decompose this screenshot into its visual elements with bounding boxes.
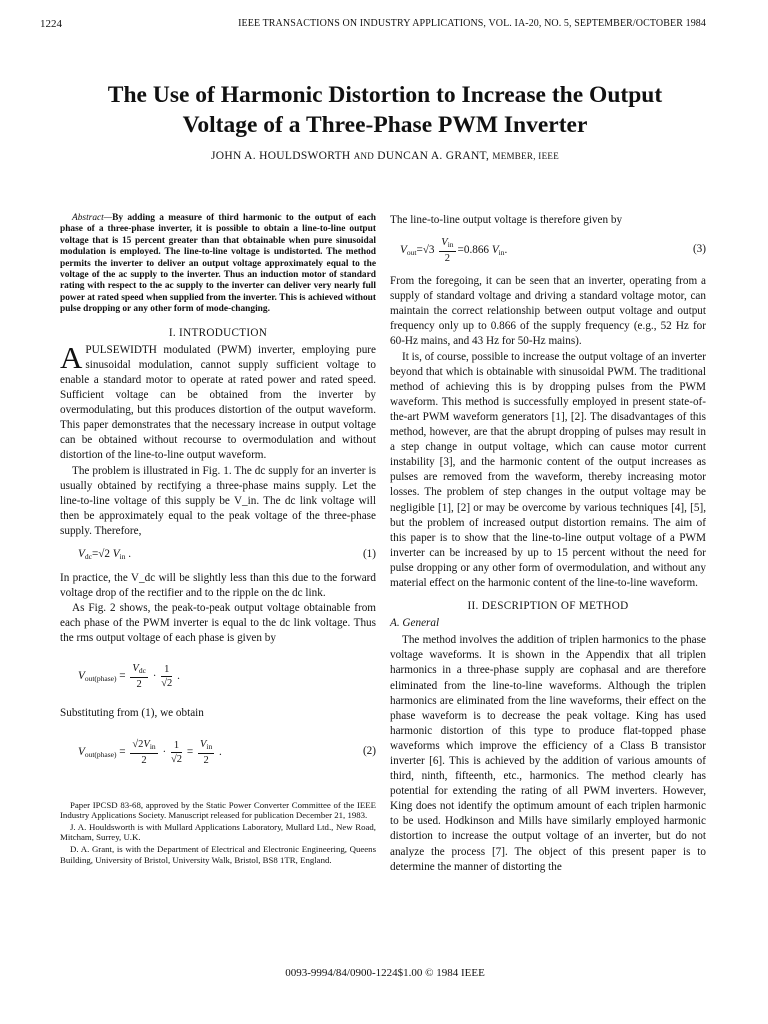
right-paragraph-4: The method involves the addition of triplen harmonics to the phase voltage waveforms. It is shown in the Appendix that all triplen harmonics in a three-phase supply are cophasal and are therefore eliminated from the line-to-line waveforms. Although the triplen harmonics are eliminated from the line waveforms, their effect on the phase waveform is to decrease the peak voltage. King has used harmonic distortion of this type to produce flat-topped phase waveforms which improve the efficiency of a Class B transistor inverter [6]. This is achieved by the addition of various amounts of third, ninth, fifteenth, etc., harmonics. The method clearly has potential for extending the rating of all PWM inverters. However, King does not identify the optimum amount of each triplen harmonic to be used. Hodkinson and Mills have similarly employed harmonic distortion to increase the output voltage of an inverter, but do not analyze the process [7]. The object of this present paper is to determine the manner of distorting the [390,634,706,873]
title-line-2: Voltage of a Three-Phase PWM Inverter [182,112,588,138]
intro-paragraph-3: In practice, the V_dc will be slightly less than this due to the forward voltage drop of the rectifier and to the ripple on the dc link. [60,571,376,600]
abstract [60,213,376,316]
intro-paragraph-4: As Fig. 2 shows, the peak-to-peak output voltage obtainable from each phase of the PWM inverter is equal to the dc link voltage. Thus the rms output voltage of each phase is given by [60,602,376,645]
right-paragraph-1: The line-to-line output voltage is therefore given by [390,214,623,226]
abstract-text: By adding a measure of third harmonic to the output of each phase of a three-phase inverter, it is possible to obtain a line-to-line output voltage that is 15 percent greater than that obtainable when pure sinusoidal modulation is employed. The line-to-line voltage is undistorted. The method permits the inverter to deliver an output voltage approximately equal to the voltage of the ac supply to the inverter. Thus an induction motor of standard rating with respect to the ac supply to the inverter can deliver very nearly full power at rated speed when supplied from the inverter. This is achieved without pulse dropping or any other form of mode-changing. [60,213,376,315]
copyright-footer: 0093-9994/84/0900-1224$1.00 © 1984 IEEE [285,967,485,979]
equation-3: $V_{out}=√3$ $\frac{V_{in}}{2}$ =0.866 $V_{in}$. (3) [400,237,706,265]
author-2: DUNCAN A. GRANT, [377,150,490,162]
equation-number-1: (1) [362,547,376,560]
footnote-3: D. A. Grant, is with the Department of Electrical and Electronic Engineering, Queens Building, University of Bristol, University Walk, Bristol, BS8 1TR, England. [60,843,376,865]
paper-title [40,80,730,140]
footnote-2: J. A. Houldsworth is with Mullard Applications Laboratory, Mullard Ltd., New Road, Mitcham, Surrey, U.K. [60,821,376,843]
right-paragraph-2: From the foregoing, it can be seen that an inverter, operating from a supply of standard voltage and driving a standard voltage motor, can maintain the correct relationship between output voltage and output frequency only up to 0.866 of the supply frequency (e.g., 52 Hz for 60-Hz mains, and 43 Hz for 50-Hz mains). [390,275,706,348]
equation-number-3: (3) [692,243,706,256]
author-line [40,150,730,162]
intro-paragraph-1: APULSEWIDTH modulated (PWM) inverter, employing pure sinusoidal modulation, cannot supply sufficient voltage to enable a standard motor to operate at rated power and rated speed. Sufficient voltage can be obtained from the inverter by overmodulating, but this produces distortion of the output waveform. This paper demonstrates that the necessary increase in output voltage can be obtained without recourse to overmodulation and without distortion of the line-to-line output waveform. [60,339,376,462]
left-column [60,213,376,866]
author-conjunction: AND [353,151,375,161]
right-column [390,213,706,875]
subsection-heading-general: A. General [390,617,440,630]
journal-citation: IEEE TRANSACTIONS ON INDUSTRY APPLICATIONS, VOL. IA-20, NO. 5, SEPTEMBER/OCTOBER 1984 [238,18,706,29]
equation-number-2: (2) [362,744,376,757]
footnotes [60,800,376,866]
equation-1: $V_{dc}=√2$ $V_{in}$ . (1) [78,547,376,561]
author-membership: MEMBER, IEEE [492,151,559,161]
drop-cap: A [60,339,83,375]
intro-paragraph-2: The problem is illustrated in Fig. 1. The dc supply for an inverter is usually obtained by rectifying a three-phase mains supply. Let the line-to-line voltage of this supply be V_in. The dc link voltage will then be approximately equal to the peak voltage of the three-phase supply. Therefore, [60,464,376,537]
equation-vout-phase: $V_{out(phase)}$ = $\frac{V_{dc}}{2}$ · $\frac{1}{√2}$ . [78,663,180,691]
page-number: 1224 [40,18,62,30]
abstract-lead: Abstract— [72,213,113,223]
equation-2: $V_{out(phase)}$ = $\frac{√2V_{in}}{2}$ · $\frac{1}{√2}$ = $\frac{V_{in}}{2}$ . (2) [78,738,376,766]
title-line-1: The Use of Harmonic Distortion to Increase the Output [107,82,663,108]
section-heading-method: II. DESCRIPTION OF METHOD [467,600,629,613]
author-1: JOHN A. HOULDSWORTH [211,150,351,162]
footnote-1: Paper IPCSD 83-68, approved by the Static Power Converter Committee of the IEEE Industry Applications Society. Manuscript released for publication December 21, 1983. [60,799,376,821]
right-paragraph-3: It is, of course, possible to increase the output voltage of an inverter beyond that which is obtainable with sinusoidal PWM. The traditional method of achieving this is by dropping pulses from the PWM waveform. This method is successfully employed in present state-of-the-art PWM waveform generators [1], [2]. The disadvantages of this method, however, are that the abrupt dropping of pulses may result in a step change in output voltage, which can cause motor current instability [3], and the harmonic content of the output increases as pulses are removed from the waveform, thereby increasing motor losses. The problem of step changes in the output voltage may be negligible [1], [2] or may be overcome by various techniques [4], [5], but the problem of increased output distortion remains. The aim of this paper is to show that the line-to-line output voltage of a PWM inverter can be increased by up to 15 percent without the need for pulse dropping or any other form of overmodulation, and without any material effect on the harmonic content of the line-to-line waveform. [390,350,706,589]
section-heading-introduction: I. INTRODUCTION [168,326,268,339]
intro-paragraph-5: Substituting from (1), we obtain [60,707,204,720]
